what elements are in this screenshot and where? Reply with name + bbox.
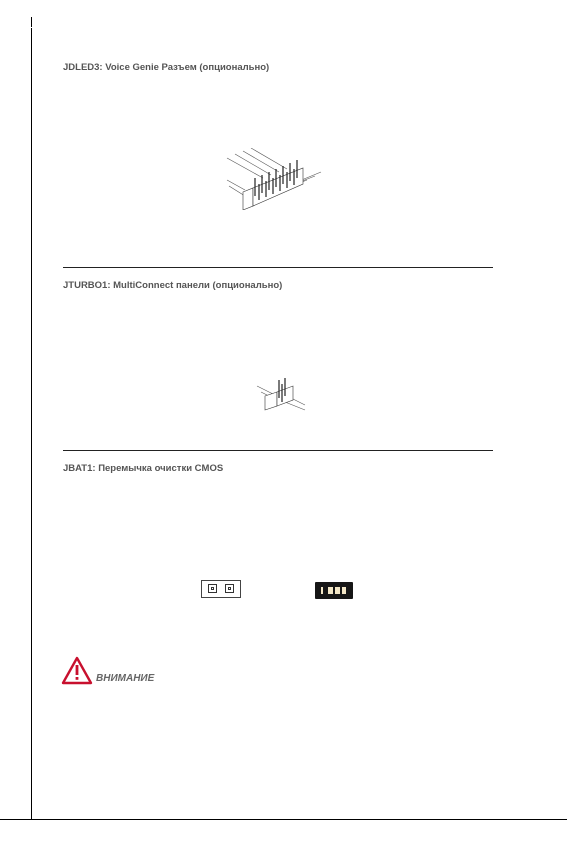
jbat1-jumper-photo (315, 582, 353, 599)
page-border-bottom (0, 819, 567, 820)
jumper-pin-2 (225, 584, 234, 593)
photo-pin-2 (328, 587, 333, 594)
jumper-pin-1 (208, 584, 217, 593)
jdled3-heading: JDLED3: Voice Genie Разъем (опционально) (63, 62, 270, 73)
jdled3-connector-diagram (225, 148, 325, 210)
warning-triangle-icon (61, 656, 93, 685)
page-border-left (31, 28, 32, 820)
photo-pin-4 (342, 587, 346, 594)
warning-label: ВНИМАНИЕ (96, 673, 155, 684)
section-divider-1 (63, 267, 493, 268)
jturbo1-heading: JTURBO1: MultiConnect панели (опционально) (63, 280, 283, 291)
section-divider-2 (63, 450, 493, 451)
jturbo1-connector-diagram (255, 378, 307, 412)
photo-pin-3 (335, 587, 340, 594)
jbat1-heading: JBAT1: Перемычка очистки CMOS (63, 463, 224, 474)
jbat1-jumper-diagram (201, 580, 241, 598)
photo-pin-1 (321, 587, 323, 594)
crop-mark-top (31, 17, 32, 27)
